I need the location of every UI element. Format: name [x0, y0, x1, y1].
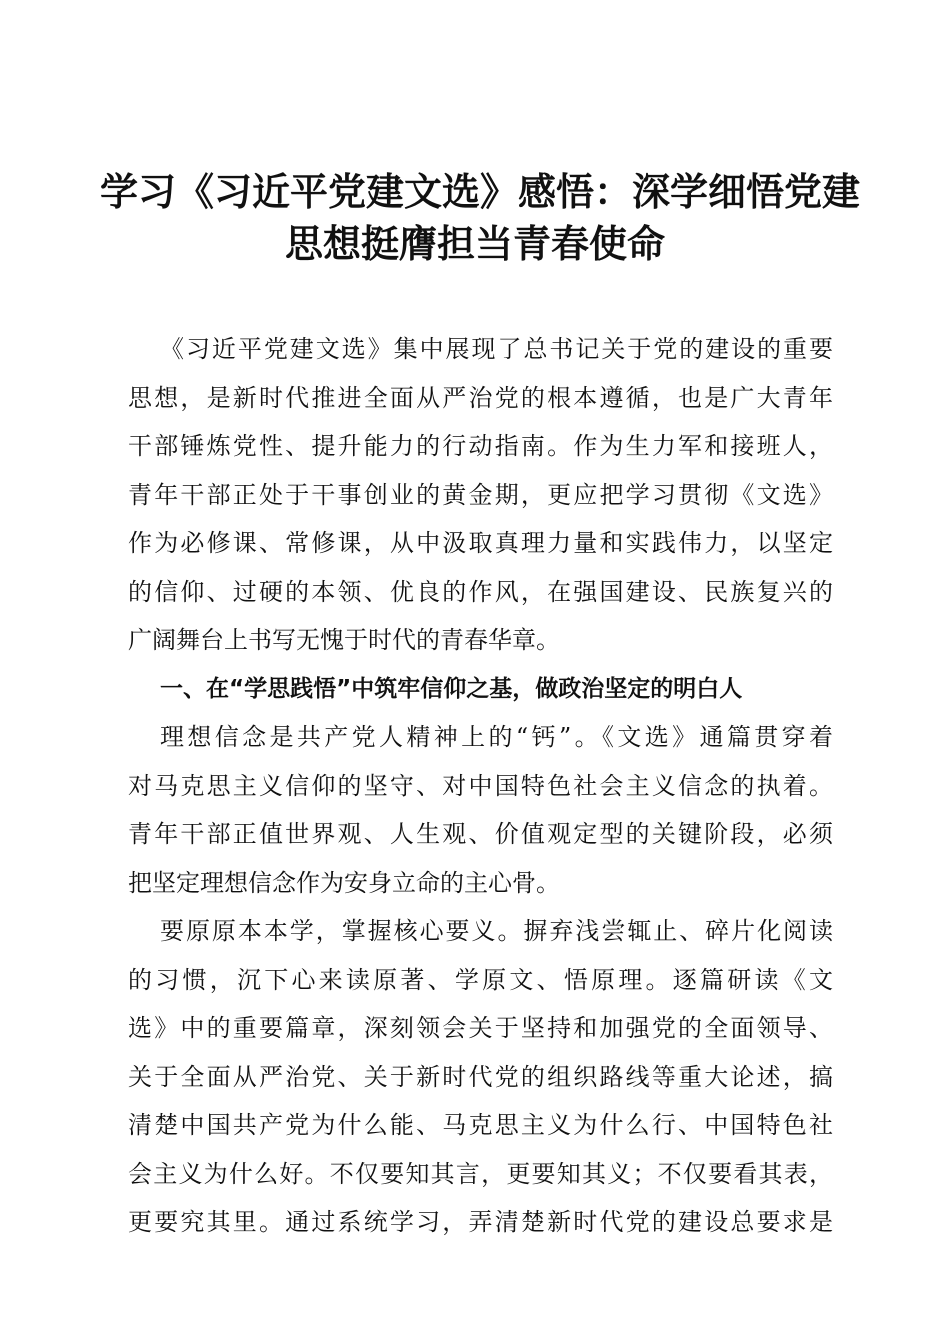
paragraph-line: 干部锤炼党性、提升能力的行动指南。作为生力军和接班人， [128, 432, 833, 460]
section-heading: 一、在“学思践悟”中筑牢信仰之基，做政治坚定的明白人 [160, 675, 743, 702]
document-title-line-1: 学习《习近平党建文选》感悟：深学细悟党建 [100, 169, 861, 214]
paragraph-line: 清楚中国共产党为什么能、马克思主义为什么行、中国特色社 [128, 1111, 833, 1139]
paragraph-line: 作为必修课、常修课，从中汲取真理力量和实践伟力，以坚定 [128, 529, 833, 557]
paragraph-line: 青年干部正值世界观、人生观、价值观定型的关键阶段，必须 [128, 820, 833, 848]
paragraph-line: 《习近平党建文选》集中展现了总书记关于党的建设的重要 [160, 335, 833, 363]
paragraph-line: 广阔舞台上书写无愧于时代的青春华章。 [128, 626, 560, 654]
paragraph-line: 会主义为什么好。不仅要知其言，更要知其义；不仅要看其表， [128, 1159, 833, 1188]
paragraph-line: 关于全面从严治党、关于新时代党的组织路线等重大论述，搞 [128, 1062, 833, 1091]
paragraph-line: 理想信念是共产党人精神上的“钙”。《文选》通篇贯穿着 [160, 723, 833, 751]
paragraph-line: 选》中的重要篇章，深刻领会关于坚持和加强党的全面领导、 [128, 1014, 833, 1042]
document-body [128, 325, 833, 1247]
paragraph-line: 对马克思主义信仰的坚守、对中国特色社会主义信念的执着。 [128, 771, 833, 800]
paragraph-line: 的习惯，沉下心来读原著、学原文、悟原理。逐篇研读《文 [128, 965, 833, 994]
paragraph-line: 更要究其里。通过系统学习，弄清楚新时代党的建设总要求是 [128, 1208, 833, 1236]
document-title-line-2: 思想挺膺担当青春使命 [284, 221, 665, 266]
paragraph-line: 把坚定理想信念作为安身立命的主心骨。 [128, 868, 560, 897]
paragraph-line: 思想，是新时代推进全面从严治党的根本遵循，也是广大青年 [128, 383, 833, 412]
paragraph-line: 要原原本本学，掌握核心要义。摒弃浅尝辄止、碎片化阅读 [160, 917, 833, 945]
paragraph-line: 的信仰、过硬的本领、优良的作风，在强国建设、民族复兴的 [128, 577, 833, 606]
paragraph-line: 青年干部正处于干事创业的黄金期，更应把学习贯彻《文选》 [128, 480, 833, 509]
